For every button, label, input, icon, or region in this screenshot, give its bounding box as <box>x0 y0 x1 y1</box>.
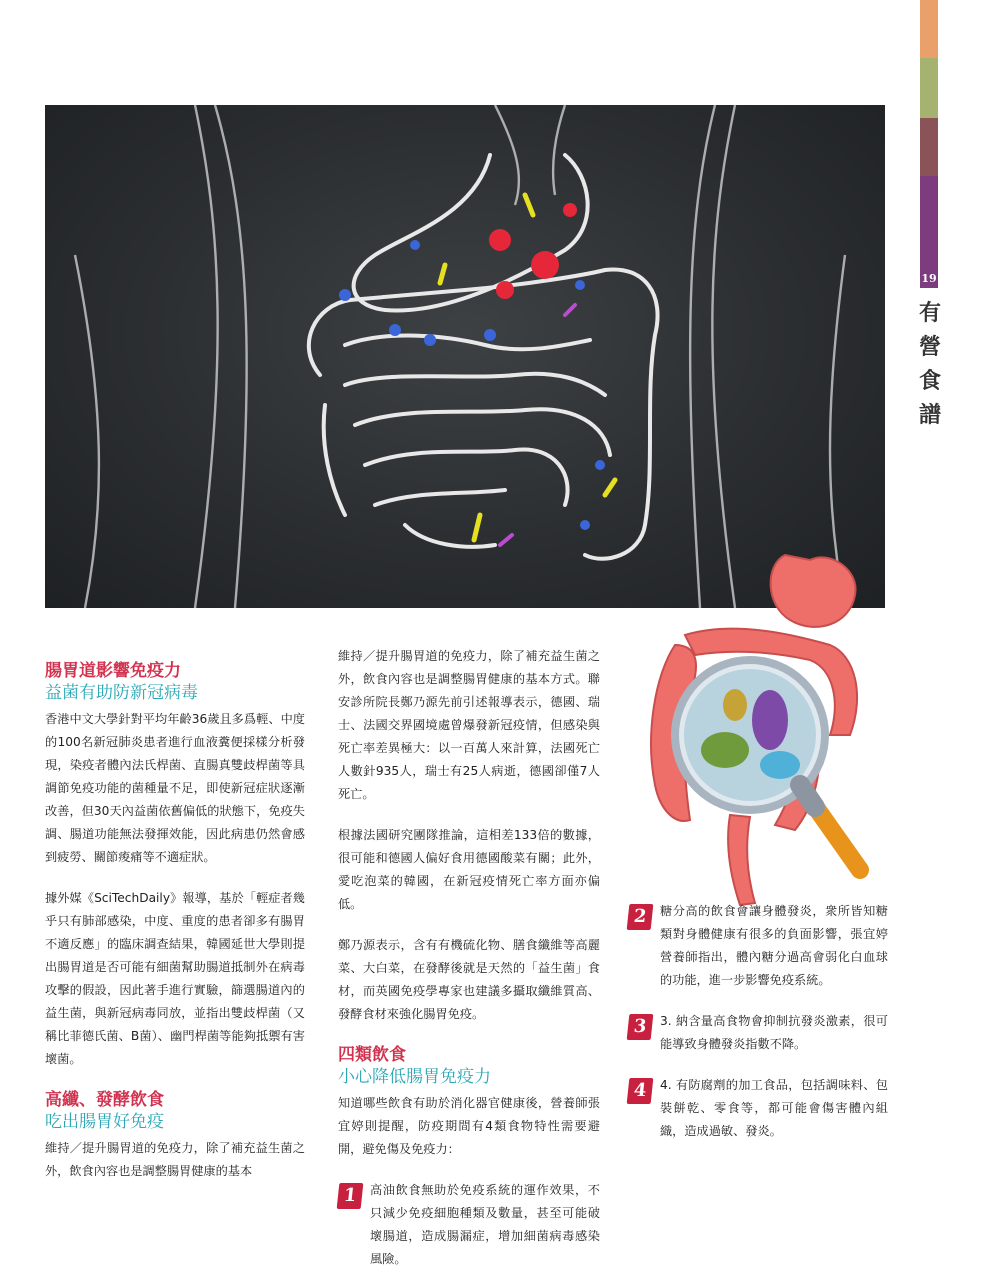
number-badge: 3 <box>627 1014 654 1040</box>
section2-paragraph-2: 根據法國研究團隊推論，這相差133倍的數據，很可能和德國人偏好食用德國酸菜有關；此外，愛吃泡菜的韓國，在新冠疫情死亡率方面亦偏低。 <box>338 828 600 911</box>
list-item <box>338 1179 600 1271</box>
section2-paragraph-3: 鄭乃源表示，含有有機硫化物、膳食纖維等高麗菜、大白菜，在發酵後就是天然的「益生菌」食材，而英國免疫學專家也建議多攝取纖維質高、發酵食材來強化腸胃免疫。 <box>338 938 600 1021</box>
hero-chalkboard-intestine-image <box>45 105 885 608</box>
list-item <box>628 1074 888 1143</box>
list-item-text: 3. 納含量高食物會抑制抗發炎激素，很可能導致身體發炎指數不降。 <box>660 1014 888 1051</box>
list-item <box>628 900 888 992</box>
article-column-2 <box>338 645 600 1275</box>
section2-paragraph-1-start: 維持／提升腸胃道的免疫力，除了補充益生菌之外，飲食內容也是調整腸胃健康的基本 <box>45 1141 305 1178</box>
section2-paragraph-1: 維持／提升腸胃道的免疫力，除了補充益生菌之外，飲食內容也是調整腸胃健康的基本方式。聯安診所院長鄭乃源先前引述報導表示，德國、瑞士、法國交界國境處曾爆發新冠疫情，但感染與死亡率差異極大：以一百萬人來計算，法國死亡人數針935人，瑞士有25人病逝，德國卻僅7人死亡。 <box>338 649 600 801</box>
list-item-text: 高油飲食無助於免疫系統的運作效果，不只減少免疫細胞種類及數量，甚至可能破壞腸道，造成腸漏症，增加細菌病毒感染風險。 <box>370 1183 600 1266</box>
section2-title: 高纖、發酵飲食 <box>45 1090 164 1110</box>
section1-paragraph-1: 香港中文大學針對平均年齡36歲且多爲輕、中度的100名新冠肺炎患者進行血液糞便採樣分析發現，染疫者體內法氏桿菌、直腸真雙歧桿菌等具調節免疫功能的菌種量不足，即使新冠症狀逐漸改善，但30天內益菌依舊偏低的狀態下，免疫失調、腸道功能無法發揮效能，因此病患仍然會感到疲勞、關節痠痛等不適症狀。 <box>45 712 305 864</box>
magazine-section-title: 有營食譜 <box>918 300 941 428</box>
article-column-3 <box>628 900 888 1161</box>
section2-subtitle: 吃出腸胃好免疫 <box>45 1112 164 1132</box>
article-column-1 <box>45 660 305 1201</box>
section-tab-maroon <box>920 118 938 176</box>
list-item-text: 4. 有防腐劑的加工食品，包括調味料、包裝餅乾、零食等，都可能會傷害體內組織，造成過敏、發炎。 <box>660 1078 888 1138</box>
section-tab-purple <box>920 176 938 270</box>
number-badge: 1 <box>337 1183 364 1209</box>
section-tab-green <box>920 58 938 118</box>
section3-title: 四類飲食 <box>338 1045 406 1065</box>
section1-paragraph-2: 據外媒《SciTechDaily》報導，基於「輕症者幾乎只有肺部感染，中度、重度的患者卻多有腸胃不適反應」的臨床調查結果，韓國延世大學則提出腸胃道是否可能有細菌幫助腸道抵制外在病毒攻擊的假設，因此著手進行實驗，篩選腸道內的益生菌，與新冠病毒同放，並指出雙歧桿菌（又稱比菲德氏菌、B菌）、幽門桿菌等能夠抵禦有害壞菌。 <box>45 891 305 1066</box>
section1-title: 腸胃道影響免疫力 <box>45 661 181 681</box>
number-badge: 2 <box>627 904 654 930</box>
number-badge: 4 <box>627 1078 654 1104</box>
page-number: 19 <box>920 270 938 288</box>
section-tab-orange <box>920 0 938 58</box>
list-item-text: 糖分高的飲食會讓身體發炎，衆所皆知糖類對身體健康有很多的負面影響，張宜婷營養師指出，體內糖分過高會弱化白血球的功能，進一步影響免疫系統。 <box>660 904 888 987</box>
list-item <box>628 1010 888 1056</box>
section1-subtitle: 益菌有助防新冠病毒 <box>45 683 198 703</box>
section3-subtitle: 小心降低腸胃免疫力 <box>338 1067 491 1087</box>
stomach-magnifier-illustration <box>615 535 875 915</box>
section3-intro: 知道哪些飲食有助於消化器官健康後，營養師張宜婷則提醒，防疫期間有4類食物特性需要避開，避免傷及免疫力： <box>338 1096 600 1156</box>
